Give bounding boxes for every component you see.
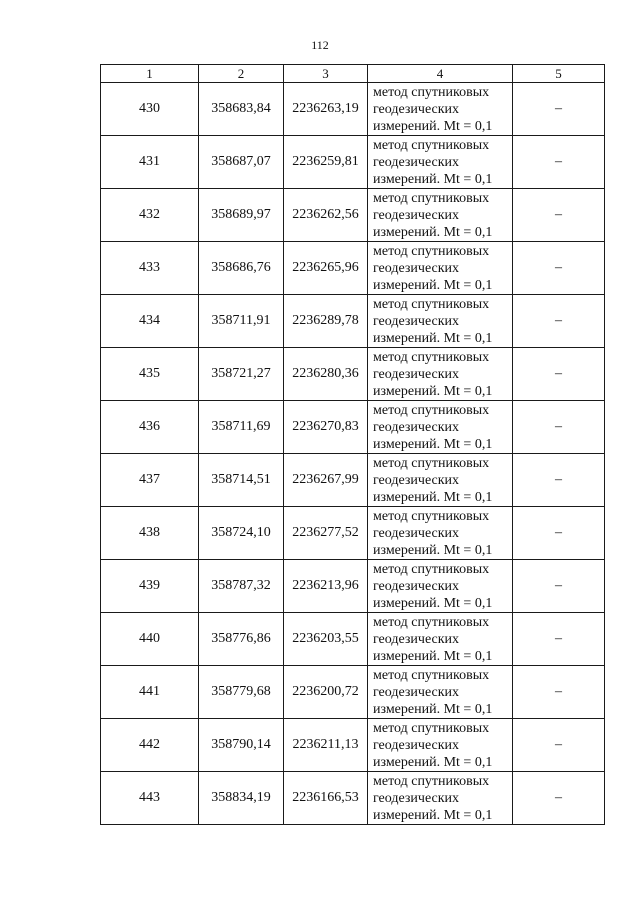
method-line: геодезических: [373, 525, 460, 541]
method-cell: [368, 666, 513, 719]
point-number-cell: 443: [101, 772, 199, 825]
table-row: [101, 560, 605, 613]
method-line: геодезических: [373, 260, 460, 276]
point-number-cell: 431: [101, 136, 199, 189]
y-coordinate-cell: 2236200,72: [284, 666, 368, 719]
y-coordinate-cell: 2236262,56: [284, 189, 368, 242]
method-line: геодезических: [373, 419, 460, 435]
table-row: [101, 295, 605, 348]
method-line: метод спутниковых: [373, 773, 490, 789]
method-line: измерений. Mt = 0,1: [373, 542, 493, 558]
point-number-cell: 438: [101, 507, 199, 560]
method-line: метод спутниковых: [373, 508, 490, 524]
table-header-row: [101, 65, 605, 83]
method-cell: [368, 772, 513, 825]
note-cell: –: [513, 666, 605, 719]
x-coordinate-cell: 358711,91: [199, 295, 284, 348]
method-line: геодезических: [373, 631, 460, 647]
point-number-cell: 432: [101, 189, 199, 242]
table-row: [101, 83, 605, 136]
method-line: измерений. Mt = 0,1: [373, 754, 493, 770]
page-number: 112: [311, 38, 329, 52]
table-row: [101, 613, 605, 666]
table-body: [101, 83, 605, 825]
method-line: метод спутниковых: [373, 667, 490, 683]
column-header-5: 5: [513, 65, 605, 83]
method-line: метод спутниковых: [373, 614, 490, 630]
method-line: измерений. Mt = 0,1: [373, 330, 493, 346]
table-row: [101, 401, 605, 454]
y-coordinate-cell: 2236259,81: [284, 136, 368, 189]
method-line: измерений. Mt = 0,1: [373, 171, 493, 187]
note-cell: –: [513, 348, 605, 401]
note-cell: –: [513, 189, 605, 242]
note-cell: –: [513, 295, 605, 348]
note-cell: –: [513, 83, 605, 136]
table-row: [101, 136, 605, 189]
note-cell: –: [513, 719, 605, 772]
method-line: метод спутниковых: [373, 190, 490, 206]
method-cell: [368, 242, 513, 295]
column-header-1: 1: [101, 65, 199, 83]
x-coordinate-cell: 358776,86: [199, 613, 284, 666]
method-line: геодезических: [373, 101, 460, 117]
method-cell: [368, 719, 513, 772]
method-line: измерений. Mt = 0,1: [373, 701, 493, 717]
method-line: геодезических: [373, 578, 460, 594]
table-row: [101, 666, 605, 719]
point-number-cell: 442: [101, 719, 199, 772]
method-cell: [368, 454, 513, 507]
method-cell: [368, 613, 513, 666]
y-coordinate-cell: 2236211,13: [284, 719, 368, 772]
table-row: [101, 772, 605, 825]
method-line: измерений. Mt = 0,1: [373, 436, 493, 452]
y-coordinate-cell: 2236277,52: [284, 507, 368, 560]
x-coordinate-cell: 358683,84: [199, 83, 284, 136]
y-coordinate-cell: 2236213,96: [284, 560, 368, 613]
method-line: измерений. Mt = 0,1: [373, 648, 493, 664]
coordinates-table: [100, 64, 605, 825]
x-coordinate-cell: 358714,51: [199, 454, 284, 507]
method-line: метод спутниковых: [373, 402, 490, 418]
y-coordinate-cell: 2236267,99: [284, 454, 368, 507]
method-line: геодезических: [373, 684, 460, 700]
point-number-cell: 437: [101, 454, 199, 507]
method-line: геодезических: [373, 154, 460, 170]
method-cell: [368, 83, 513, 136]
point-number-cell: 433: [101, 242, 199, 295]
column-header-4: 4: [368, 65, 513, 83]
method-line: метод спутниковых: [373, 243, 490, 259]
y-coordinate-cell: 2236166,53: [284, 772, 368, 825]
method-cell: [368, 348, 513, 401]
y-coordinate-cell: 2236280,36: [284, 348, 368, 401]
method-line: измерений. Mt = 0,1: [373, 277, 493, 293]
table-row: [101, 719, 605, 772]
x-coordinate-cell: 358689,97: [199, 189, 284, 242]
y-coordinate-cell: 2236265,96: [284, 242, 368, 295]
x-coordinate-cell: 358787,32: [199, 560, 284, 613]
table-row: [101, 189, 605, 242]
method-cell: [368, 507, 513, 560]
note-cell: –: [513, 242, 605, 295]
x-coordinate-cell: 358686,76: [199, 242, 284, 295]
method-line: метод спутниковых: [373, 561, 490, 577]
method-line: геодезических: [373, 207, 460, 223]
column-header-2: 2: [199, 65, 284, 83]
column-header-3: 3: [284, 65, 368, 83]
x-coordinate-cell: 358724,10: [199, 507, 284, 560]
method-line: геодезических: [373, 366, 460, 382]
point-number-cell: 436: [101, 401, 199, 454]
x-coordinate-cell: 358790,14: [199, 719, 284, 772]
method-cell: [368, 189, 513, 242]
method-cell: [368, 295, 513, 348]
note-cell: –: [513, 454, 605, 507]
x-coordinate-cell: 358721,27: [199, 348, 284, 401]
method-cell: [368, 401, 513, 454]
method-line: метод спутниковых: [373, 296, 490, 312]
point-number-cell: 430: [101, 83, 199, 136]
method-line: измерений. Mt = 0,1: [373, 118, 493, 134]
method-line: метод спутниковых: [373, 720, 490, 736]
method-line: измерений. Mt = 0,1: [373, 383, 493, 399]
note-cell: –: [513, 613, 605, 666]
note-cell: –: [513, 560, 605, 613]
method-line: измерений. Mt = 0,1: [373, 224, 493, 240]
table-row: [101, 454, 605, 507]
method-line: метод спутниковых: [373, 137, 490, 153]
method-line: метод спутниковых: [373, 84, 490, 100]
method-line: измерений. Mt = 0,1: [373, 595, 493, 611]
method-line: геодезических: [373, 313, 460, 329]
point-number-cell: 439: [101, 560, 199, 613]
method-line: геодезических: [373, 472, 460, 488]
y-coordinate-cell: 2236270,83: [284, 401, 368, 454]
y-coordinate-cell: 2236203,55: [284, 613, 368, 666]
x-coordinate-cell: 358834,19: [199, 772, 284, 825]
table-row: [101, 507, 605, 560]
table-row: [101, 242, 605, 295]
point-number-cell: 435: [101, 348, 199, 401]
point-number-cell: 434: [101, 295, 199, 348]
method-line: измерений. Mt = 0,1: [373, 807, 493, 823]
note-cell: –: [513, 772, 605, 825]
x-coordinate-cell: 358779,68: [199, 666, 284, 719]
y-coordinate-cell: 2236263,19: [284, 83, 368, 136]
method-cell: [368, 136, 513, 189]
point-number-cell: 440: [101, 613, 199, 666]
x-coordinate-cell: 358687,07: [199, 136, 284, 189]
y-coordinate-cell: 2236289,78: [284, 295, 368, 348]
method-line: геодезических: [373, 737, 460, 753]
method-cell: [368, 560, 513, 613]
table-row: [101, 348, 605, 401]
note-cell: –: [513, 136, 605, 189]
x-coordinate-cell: 358711,69: [199, 401, 284, 454]
note-cell: –: [513, 401, 605, 454]
method-line: метод спутниковых: [373, 455, 490, 471]
method-line: метод спутниковых: [373, 349, 490, 365]
note-cell: –: [513, 507, 605, 560]
method-line: геодезических: [373, 790, 460, 806]
point-number-cell: 441: [101, 666, 199, 719]
method-line: измерений. Mt = 0,1: [373, 489, 493, 505]
